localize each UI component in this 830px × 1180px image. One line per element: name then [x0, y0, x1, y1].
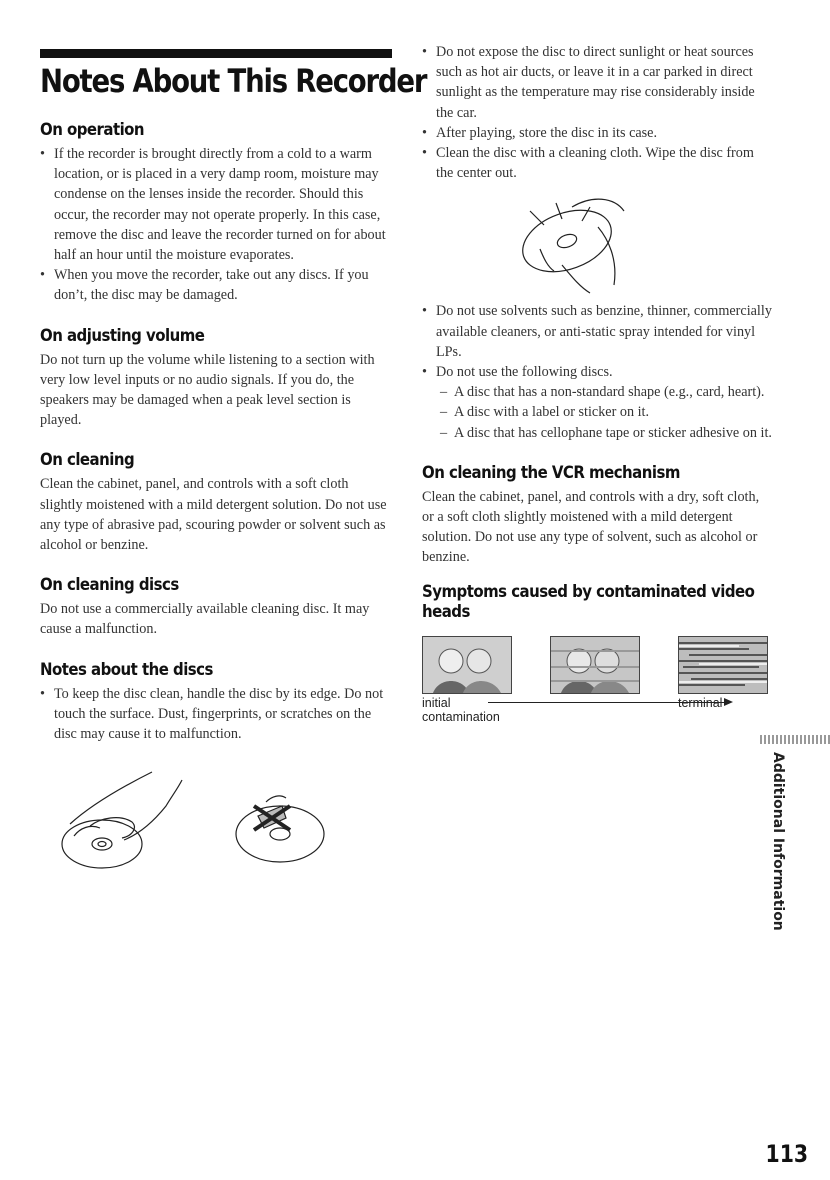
heading-on-operation: On operation: [40, 120, 145, 140]
list-item: • Do not expose the disc to direct sunlight or heat sources such as hot air ducts, or leave it in a car parked in direct sunlight as the temperature may rise considerably inside the car.: [422, 42, 774, 123]
vcr-cleaning-text: Clean the cabinet, panel, and controls with a dry, soft cloth, or a soft cloth slightly moistened with a mild detergent solution. Do not use any type of solvent, such as alcohol or benzine.: [422, 488, 760, 566]
side-tab-marker: [760, 735, 830, 744]
contamination-progression: [422, 636, 774, 746]
heading-on-adjusting-volume: On adjusting volume: [40, 325, 205, 346]
arrow-head-icon: [724, 698, 733, 706]
disc-handling-illustration: [40, 766, 392, 876]
section-on-operation: [40, 120, 392, 306]
section-symptoms: [422, 582, 774, 746]
list-item: – A disc with a label or sticker on it.: [436, 402, 774, 422]
solvent-bullets: [422, 301, 774, 442]
heading-on-cleaning: On cleaning: [40, 450, 135, 471]
operation-bullets: [40, 144, 392, 306]
title-rule: [40, 49, 392, 58]
bullet-text: Do not use the following discs.: [436, 364, 613, 381]
disc-wiping-illustration: [422, 189, 774, 301]
prohibited-touch-icon: [236, 796, 324, 862]
list-item: • To keep the disc clean, handle the disc by its edge. Do not touch the surface. Dust, fingerprints, or scratches on the disc may cause it to malfunction.: [40, 684, 392, 745]
heading-symptoms: Symptoms caused by contaminated video heads: [422, 581, 755, 622]
left-column: [40, 120, 392, 876]
section-notes-about-discs: [40, 660, 392, 745]
wipe-disc-icon: [514, 199, 624, 293]
discs-bullets: [40, 684, 392, 745]
section-on-cleaning: [40, 450, 392, 555]
heading-on-cleaning-discs: On cleaning discs: [40, 575, 179, 596]
prohibited-discs-list: [436, 382, 774, 443]
terminal-thumbnail: [678, 636, 768, 694]
page-number: 113: [765, 1140, 808, 1168]
section-on-adjusting-volume: [40, 326, 392, 431]
list-item: – A disc that has a non-standard shape (e.g., card, heart).: [436, 382, 774, 402]
terminal-caption: terminal: [678, 695, 723, 710]
section-on-cleaning-discs: [40, 575, 392, 639]
volume-text: Do not turn up the volume while listening to a section with very low level inputs or no audio signals. If you do, the speakers may be damaged when a peak level section is played.: [40, 351, 375, 429]
list-item: – A disc that has cellophane tape or sticker adhesive on it.: [436, 423, 774, 443]
list-item: • Clean the disc with a cleaning cloth. Wipe the disc from the center out.: [422, 143, 774, 183]
side-tab-label: Additional Information: [770, 752, 786, 931]
cleaning-text: Clean the cabinet, panel, and controls with a soft cloth slightly moistened with a mild detergent solution. Do not use any type of abrasive pad, scouring powder or solvent such as alcohol or benzine.: [40, 476, 387, 554]
mid-thumbnail: [550, 636, 640, 694]
heading-notes-about-discs: Notes about the discs: [40, 659, 213, 680]
cleaning-discs-text: Do not use a commercially available cleaning disc. It may cause a malfunction.: [40, 601, 370, 638]
initial-caption: initial contamination: [422, 695, 500, 724]
list-item: [422, 362, 774, 443]
section-vcr-cleaning: [422, 463, 774, 568]
list-item: • Do not use solvents such as benzine, thinner, commercially available cleaners, or anti-static spray intended for vinyl LPs.: [422, 301, 774, 362]
heading-vcr-cleaning: On cleaning the VCR mechanism: [422, 462, 680, 483]
right-column: [422, 42, 774, 746]
page-title: Notes About This Recorder: [40, 62, 427, 100]
list-item: • After playing, store the disc in its case.: [422, 123, 774, 143]
hand-holding-disc-icon: [62, 772, 182, 868]
initial-thumbnail: [422, 636, 512, 694]
disc-care-bullets: [422, 42, 774, 183]
list-item: • When you move the recorder, take out any discs. If you don’t, the disc may be damaged.: [40, 265, 392, 305]
list-item: • If the recorder is brought directly from a cold to a warm location, or is placed in a very damp room, moisture may condense on the lenses inside the recorder. Should this occur, the recorder may not operate properly. In this case, remove the disc and leave the recorder turned on for about half an hour until the moisture evaporates.: [40, 144, 392, 265]
